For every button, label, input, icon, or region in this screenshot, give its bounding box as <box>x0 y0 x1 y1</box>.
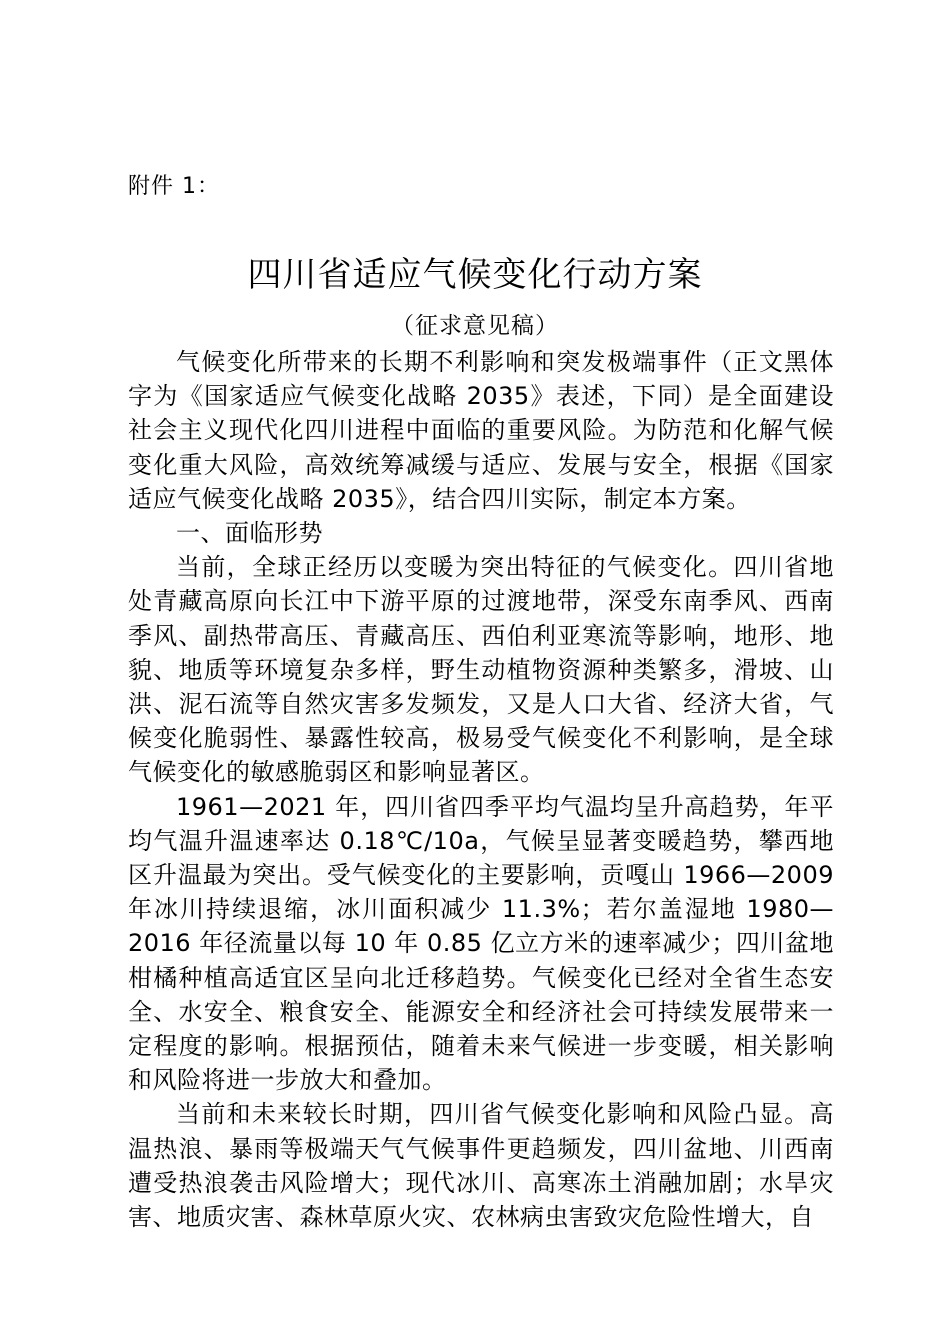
document-title: 四川省适应气候变化行动方案 <box>247 255 703 295</box>
document-subtitle: （征求意见稿） <box>391 313 559 339</box>
attachment-label: 附件 1： <box>128 174 220 199</box>
document-body <box>128 345 834 1234</box>
intro-paragraph: 气候变化所带来的长期不利影响和突发极端事件（正文黑体字为《国家适应气候变化战略 2035》表述，下同）是全面建设社会主义现代化四川进程中面临的重要风险。为防范和化解气候变化重大风险，高效统筹减缓与适应、发展与安全，根据《国家适应气候变化战略 2035》，结合四川实际，制定本方案。 <box>128 348 834 513</box>
body-paragraph: 1961—2021 年，四川省四季平均气温均呈升高趋势，年平均气温升温速率达 0.18℃/10a，气候呈显著变暖趋势，攀西地区升温最为突出。受气候变化的主要影响，贡嘎山 1966—2009 年冰川持续退缩，冰川面积减少 11.3%；若尔盖湿地 1980—2016 年径流量以每 10 年 0.85 亿立方米的速率减少；四川盆地柑橘种植高适宜区呈向北迁移趋势。气候变化已经对全省生态安全、水安全、粮食安全、能源安全和经济社会可持续发展带来一定程度的影响。根据预估，随着未来气候进一步变暖，相关影响和风险将进一步放大和叠加。 <box>128 792 834 1095</box>
body-paragraph: 当前和未来较长时期，四川省气候变化影响和风险凸显。高温热浪、暴雨等极端天气气候事件更趋频发，四川盆地、川西南遭受热浪袭击风险增大；现代冰川、高寒冻土消融加剧；水旱灾害、地质灾害、森林草原火灾、农林病虫害致灾危险性增大，自 <box>128 1100 834 1232</box>
section-heading: 一、面临形势 <box>176 519 323 548</box>
body-paragraph: 当前，全球正经历以变暖为突出特征的气候变化。四川省地处青藏高原向长江中下游平原的过渡地带，深受东南季风、西南季风、副热带高压、青藏高压、西伯利亚寒流等影响，地形、地貌、地质等环境复杂多样，野生动植物资源种类繁多，滑坡、山洪、泥石流等自然灾害多发频发，又是人口大省、经济大省，气候变化脆弱性、暴露性较高，极易受气候变化不利影响，是全球气候变化的敏感脆弱区和影响显著区。 <box>128 553 834 787</box>
